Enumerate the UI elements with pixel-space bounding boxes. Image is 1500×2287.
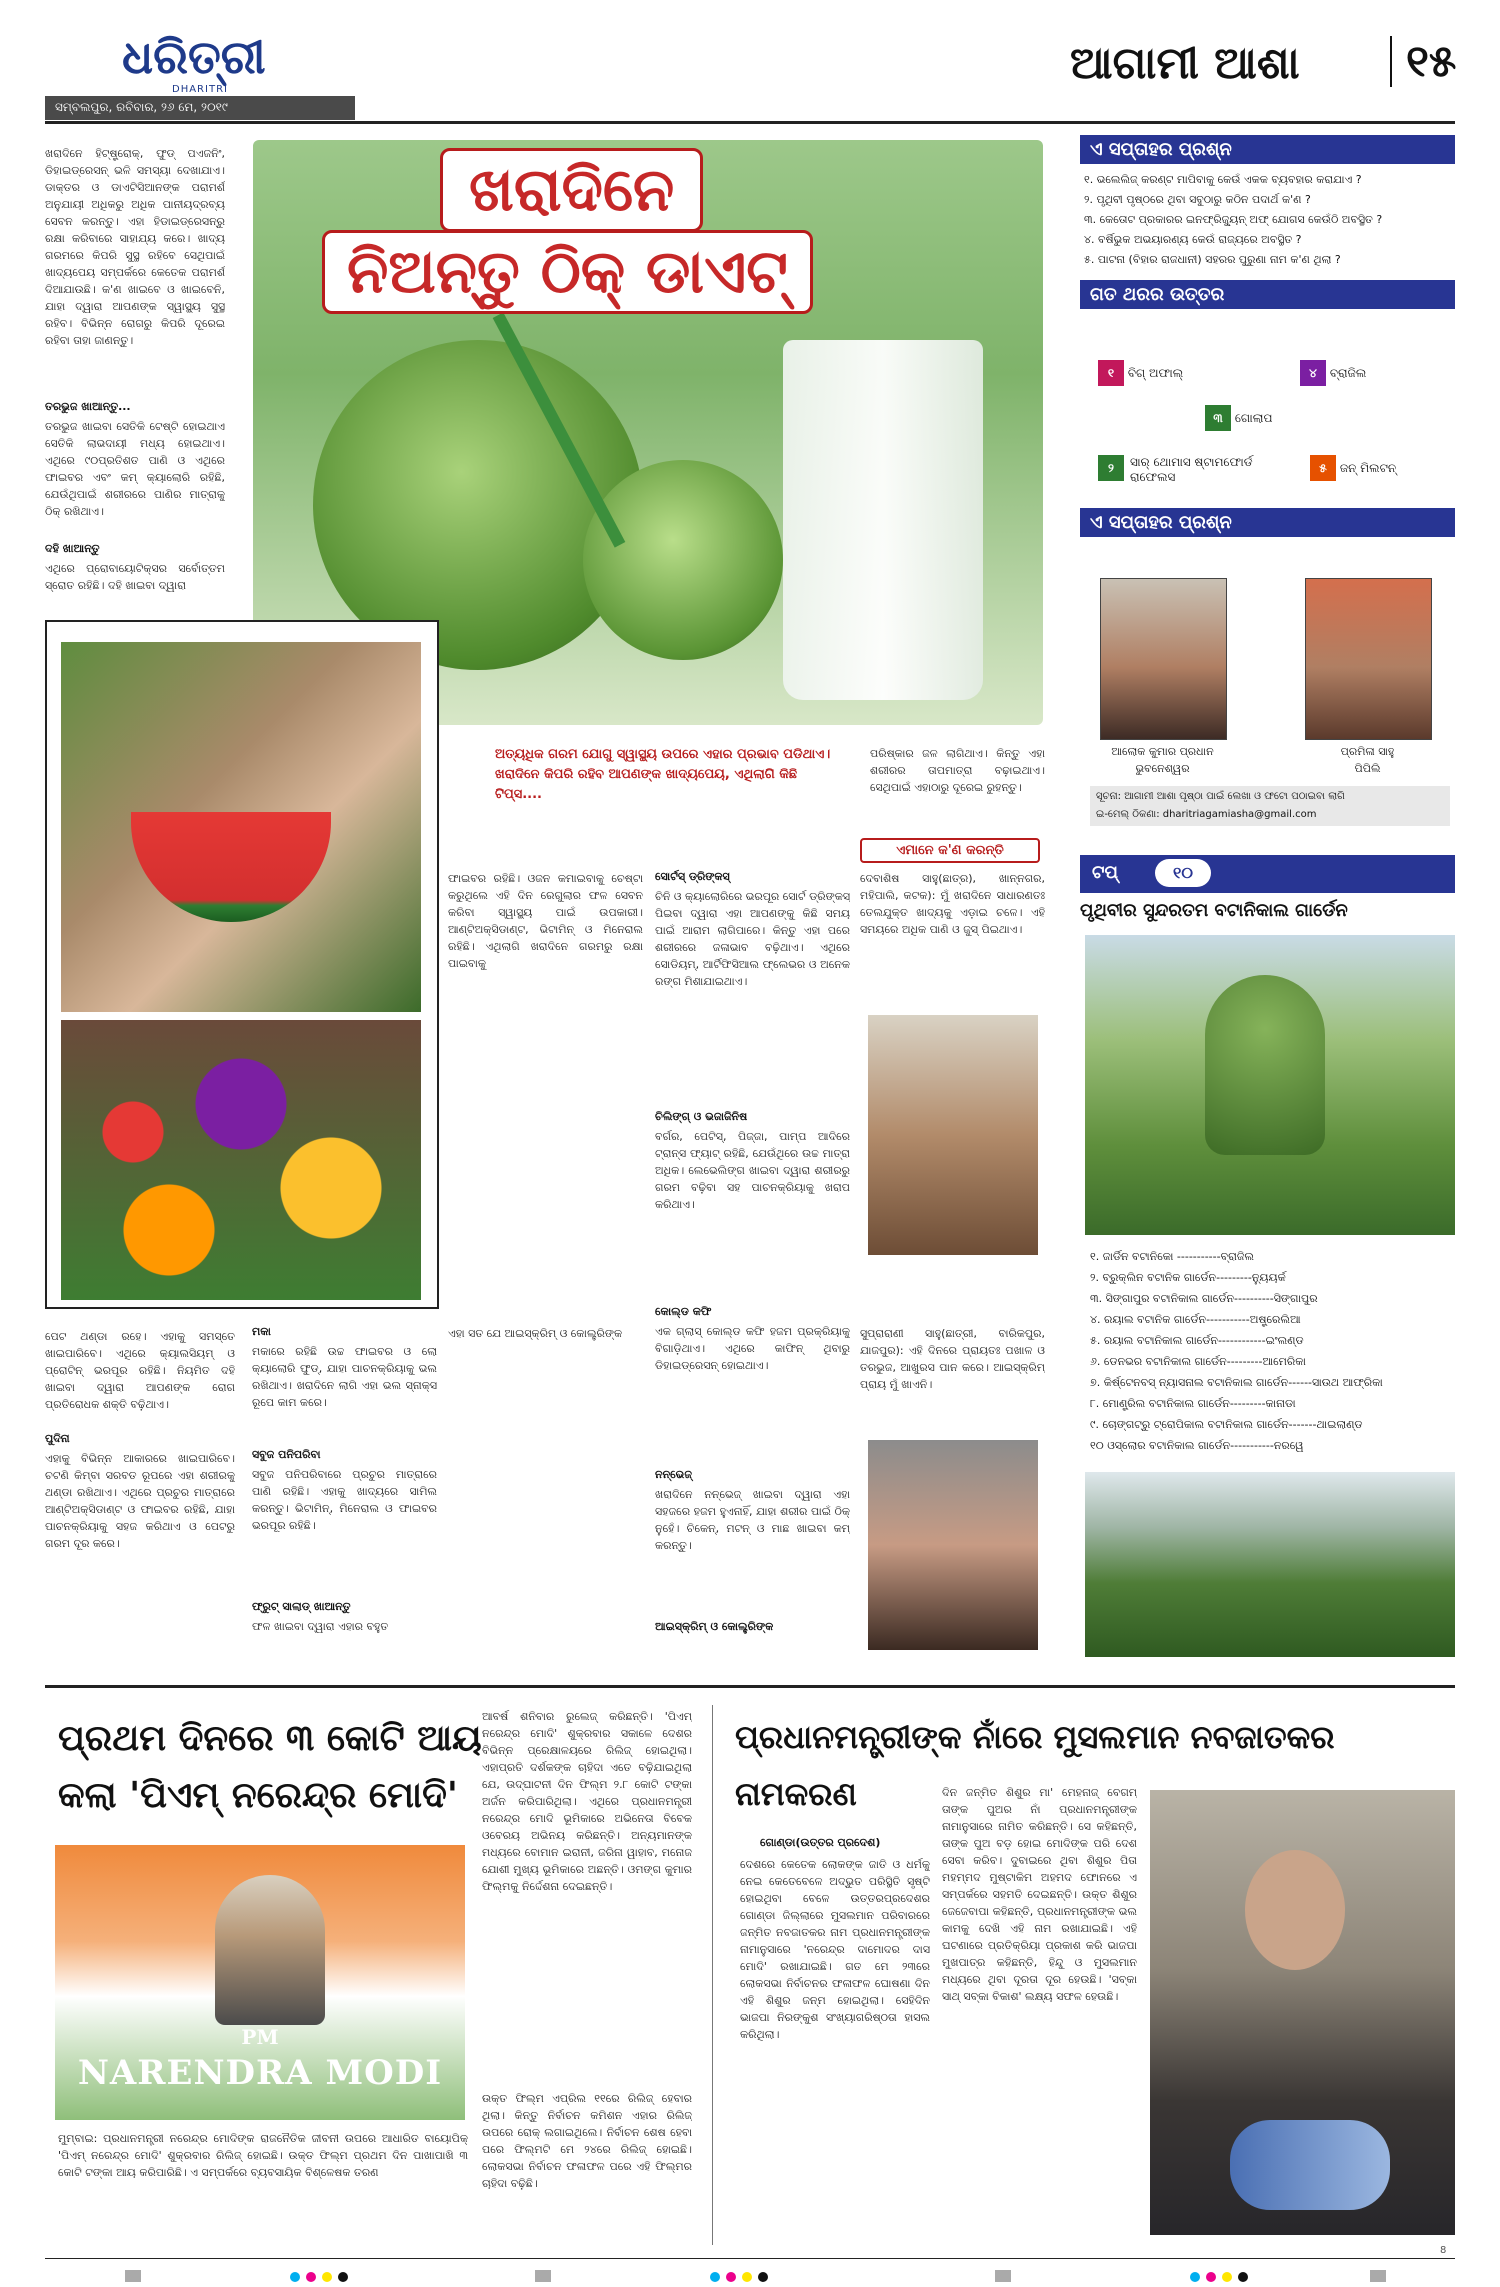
opinion-1-text: ଦେବାଶିଷ ସାହୁ(ଛାତ୍ର), ଖାନ୍‌ନଗର, ମହିପାଲି, କଟକ): ମୁଁ ଖରାଦିନେ ସାଧାରଣତଃ ତେଲଯୁକ୍ତ ଖାଦ୍ୟକୁ ଏଡ଼ାଇ ଚଳେ। ଏହି ସମୟରେ ଅଧିକ ପାଣି ଓ ଜୁସ୍ ପିଇଥାଏ। bbox=[860, 872, 1045, 936]
feature-headline-2: ନିଅନ୍ତୁ ଠିକ୍ ଡାଏଟ୍ bbox=[322, 230, 813, 314]
col2-text-b: ମକାରେ ରହିଛି ଉଚ୍ଚ ଫାଇବର ଓ ଲୋ କ୍ୟାଲୋରି ଫୁଡ୍, ଯାହା ପାଚନକ୍ରିୟାକୁ ଭଲ ରଖିଥାଏ। ଖରାଦିନେ ଲାଗି ଏହା ଭଲ ସ୍ନାକ୍ସ ରୂପେ କାମ କରେ। bbox=[252, 1345, 437, 1409]
reg-dot-yellow bbox=[742, 2272, 752, 2282]
opinion-1-photo bbox=[868, 1015, 1038, 1255]
bottom-rule bbox=[45, 1685, 1455, 1688]
section-title: ଆଗାମୀ ଆଶା bbox=[1070, 38, 1300, 89]
col2-text-d: ଫଳ ଖାଇବା ଦ୍ୱାରା ଏହାର ବହୁତ bbox=[252, 1620, 389, 1633]
col2-sub-3: ଫ୍ରୁଟ୍ ସାଲାଡ୍ ଖାଆନ୍ତୁ bbox=[252, 1600, 351, 1613]
feature-text-2: ଏଥିରେ ପ୍ରୋବାୟୋଟିକ୍ସର ସର୍ବୋତ୍ତମ ସ୍ରୋତ ରହିଛି। ଦହି ଖାଇବା ଦ୍ୱାରା bbox=[45, 562, 225, 592]
answer-text: ଜନ୍ ମିଲଟନ୍ bbox=[1339, 461, 1397, 475]
col1-text-b: ଏହାକୁ ବିଭିନ୍ନ ଆକାରରେ ଖାଇପାରିବେ। ଚଟଣି କିମ୍ବା ସରବତ ରୂପରେ ଏହା ଶରୀରକୁ ଥଣ୍ଡା ରଖିଥାଏ। ଏଥିରେ ପ୍ରଚୁର ମାତ୍ରାରେ ଆଣ୍ଟିଅକ୍ସିଡାଣ୍ଟ ଓ ଫାଇବର ରହିଛି, ଯାହା ପାଚନକ୍ରିୟାକୁ ସହଜ କରିଥାଏ ଓ ପେଟରୁ ଗରମ ଦୂର କରେ। bbox=[45, 1452, 235, 1550]
reg-dot-yellow bbox=[1222, 2272, 1232, 2282]
baby-shape bbox=[1230, 2120, 1390, 2210]
quiz-question: ୫. ପାଟନା (ବିହାର ରାଜଧାନୀ) ସହରର ପୁରୁଣା ନାମ କ'ଣ ଥିଲା ? bbox=[1084, 253, 1341, 266]
page-foot: 8 bbox=[1440, 2245, 1447, 2256]
coconut-shape-2 bbox=[583, 460, 783, 660]
winner-1-place: ଭୁବନେଶ୍ୱର bbox=[1135, 762, 1190, 775]
poster-figure-shape bbox=[215, 1875, 325, 2025]
quiz-questions bbox=[1080, 164, 1455, 276]
winner-2-photo bbox=[1305, 578, 1432, 740]
feature-blurb-right: ପରିଷ୍କାର ଜଳ ଲାଗିଥାଏ। କିନ୍ତୁ ଏହା ଶରୀରର ତାପମାତ୍ରା ବଢ଼ାଇଥାଏ। ସେଥିପାଇଁ ଏହାଠାରୁ ଦୂରେଇ ରୁହନ୍ତୁ। bbox=[870, 747, 1045, 794]
quiz-this-week-title: ଏ ସପ୍ତାହର ପ୍ରଶ୍ନ bbox=[1080, 135, 1455, 164]
quiz-question: ୩. କେତୋଟ ପ୍ରକାରର ଇନଫ୍ରିଜ୍ୟୁନ୍ ଅଫ୍ ଯୋଗସ କେଉଁଠି ଅବସ୍ଥିତ ? bbox=[1084, 213, 1383, 226]
tops-title: ପୃଥିବୀର ସୁନ୍ଦରତମ ବଟାନିକାଲ ଗାର୍ଡେନ bbox=[1080, 900, 1348, 921]
answer-number: ୪ bbox=[1300, 360, 1326, 386]
answer-text: ବ୍ରାଜିଲ bbox=[1329, 366, 1367, 380]
reg-dot-yellow bbox=[322, 2272, 332, 2282]
col1-text-a: ପେଟ ଥଣ୍ଡା ରହେ। ଏହାକୁ ସମସ୍ତେ ଖାଇପାରିବେ। ଏଥିରେ କ୍ୟାଲସିୟମ୍ ଓ ପ୍ରୋଟିନ୍ ଭରପୂର ରହିଛି। ନିୟମିତ ଦହି ଖାଇବା ଦ୍ୱାରା ଆପଣଙ୍କ ରୋଗ ପ୍ରତିରୋଧକ ଶକ୍ତି ବଢ଼ିଥାଏ। bbox=[45, 1330, 235, 1411]
tops-item: ୫. ରୟାଲ ବଟାନିକାଲ ଗାର୍ଡେନ------------ଇଂଲଣ୍ଡ bbox=[1090, 1334, 1304, 1347]
opinion-2-photo bbox=[868, 1440, 1038, 1650]
winner-2-place: ପିପିଲି bbox=[1354, 762, 1381, 775]
story1-col-b: ଉକ୍ତ ଫିଲ୍ମ ଏପ୍ରିଲ ୧୧ରେ ରିଲିଜ୍ ହେବାର ଥିଲା। କିନ୍ତୁ ନିର୍ବାଚନ କମିଶନ ଏହାର ରିଲିଜ୍ ଉପରେ ରୋକ୍ ଲଗାଇଥିଲେ। ନିର୍ବାଚନ ଶେଷ ହେବା ପରେ ଫିଲ୍ମଟି ମେ ୨୪ରେ ରିଲିଜ୍ ହୋଇଛି। ଲୋକସଭା ନିର୍ବାଚନ ଫଳାଫଳ ପରେ ଏହି ଫିଲ୍ମର ଚାହିଦା ବଢ଼ିଛି। bbox=[482, 2092, 692, 2190]
mother-baby-image bbox=[1150, 1790, 1455, 2235]
col3-text-b: ବର୍ଗର, ପେଟିସ୍, ପିଜ୍ଜା, ପାମ୍ପ ଆଦିରେ ଟ୍ରାନ୍ସ ଫ୍ୟାଟ୍ ରହିଛି, ଯେଉଁଥିରେ ଉଚ୍ଚ ମାତ୍ରା ଅଧିକ। ଲେଭେଲିଙ୍ଗ ଖାଇବା ଦ୍ୱାରା ଶରୀରରୁ ଗରମ ବଢ଼ିବା ସହ ପାଚନକ୍ରିୟାକୁ ଖରାପ କରିଥାଏ। bbox=[655, 1130, 850, 1211]
poster-pm: PM bbox=[241, 2025, 279, 2049]
feature-sub-2: ଦହି ଖାଆନ୍ତୁ bbox=[45, 542, 100, 555]
reg-mark bbox=[535, 2270, 551, 2282]
winner-1-photo bbox=[1100, 578, 1227, 740]
glass-shape bbox=[783, 340, 983, 700]
reg-dot-cyan bbox=[710, 2272, 720, 2282]
tops-item: ୭. କିର୍ଷ୍ଟେନବସ୍ ନ୍ୟାସନାଲ ବଟାନିକାଲ ଗାର୍ଡେନ------ସାଉଥ ଆଫ୍ରିକା bbox=[1090, 1376, 1383, 1389]
col3-text-d: ଖରାଦିନେ ନନ୍‌ଭେଜ୍ ଖାଇବା ଦ୍ୱାରା ଏହା ସହଜରେ ହଜମ ହୁଏନାହିଁ, ଯାହା ଶରୀର ପାଇଁ ଠିକ୍ ନୁହେଁ। ଚିକେନ୍, ମଟନ୍ ଓ ମାଛ ଖାଇବା କମ୍ କରନ୍ତୁ। bbox=[655, 1488, 850, 1552]
face-shape bbox=[1245, 1850, 1345, 1970]
col3-text-c: ଏକ ଗ୍ଲାସ୍ କୋଲ୍ଡ କଫି ହଜମ ପ୍ରକ୍ରିୟାକୁ ବିଗାଡ଼ିଥାଏ। ଏଥିରେ କାଫିନ୍ ଥିବାରୁ ଡିହାଇଡ୍ରେସନ୍ ହୋଇଥାଏ। bbox=[655, 1325, 850, 1372]
reg-dot-black bbox=[1238, 2272, 1248, 2282]
feature-intro: ଖରାଦିନେ ହିଟ୍‌ଷ୍ଟ୍ରୋକ୍, ଫୁଡ୍ ପଏଜନିଂ, ଡିହାଇଡ୍ରେସନ୍ ଭଳି ସମସ୍ୟା ଦେଖାଯାଏ। ଡାକ୍ତର ଓ ଡାଏଟିସିଆନଙ୍କ ପରାମର୍ଶ ଅନୁଯାୟୀ ଅଧିକରୁ ଅଧିକ ପାନୀୟଦ୍ରବ୍ୟ ସେବନ କରନ୍ତୁ। ଏହା ହିଡାଇଡ୍ରେସନ୍‌ରୁ ରକ୍ଷା କରିବାରେ ସାହାଯ୍ୟ କରେ। ଖାଦ୍ୟ ଗରମରେ କିପରି ସୁସ୍ଥ ରହିବେ ସେଥିପାଇଁ ଖାଦ୍ୟପେୟ ସମ୍ପର୍କରେ କେତେକ ପରାମର୍ଶ ଦିଆଯାଉଛି। କ'ଣ ଖାଇବେ ଓ ଖାଇବେନି, ଯାହା ଦ୍ୱାରା ଆପଣଙ୍କ ସ୍ୱାସ୍ଥ୍ୟ ସୁସ୍ଥ ରହିବ। ବିଭିନ୍ନ ରୋଗରୁ କିପରି ଦୂରେଇ ରହିବା ତାହା ଜାଣନ୍ତୁ। bbox=[45, 147, 225, 347]
story1-headline-2: କଲା 'ପିଏମ୍ ନରେନ୍ଦ୍ର ମୋଦି' bbox=[58, 1775, 458, 1816]
winner-2-name: ପ୍ରମିଳା ସାହୁ bbox=[1340, 745, 1395, 758]
tops-item: ୧. ଜାର୍ଡିନ ବଟାନିକୋ -----------ବ୍ରାଜିଲ bbox=[1090, 1250, 1254, 1263]
poster-name: NARENDRA MODI bbox=[77, 2053, 443, 2093]
quiz-question: ୪. ବର୍ଷିଭୁକ ଅଭୟାରଣ୍ୟ କେଉଁ ରାଜ୍ୟରେ ଅବସ୍ଥିତ ? bbox=[1084, 233, 1302, 246]
quiz-email: ଇ-ମେଲ୍ ଠିକଣା: dharitriagamiasha@gmail.com bbox=[1096, 809, 1317, 820]
answer-number: ୨ bbox=[1098, 455, 1124, 481]
reg-dot-magenta bbox=[726, 2272, 736, 2282]
feature-text-1: ତରଭୁଜ ଖାଇବା ସେତିକି ଟେଷ୍ଟି ହୋଇଥାଏ ସେତିକି ଲାଭଦାୟୀ ମଧ୍ୟ ହୋଇଥାଏ। ଏଥିରେ ୯୦ପ୍ରତିଶତ ପାଣି ଓ ଏଥିରେ ଫାଇବର ଏବଂ କମ୍ କ୍ୟାଲୋରି ରହିଛି, ଯେଉଁଥିପାଇଁ ଶରୀରରେ ପାଣିର ମାତ୍ରାକୁ ଠିକ୍ ରଖିଥାଏ। bbox=[45, 420, 225, 518]
answer-1 bbox=[1098, 360, 1183, 386]
winners-title: ଏ ସପ୍ତାହର ପ୍ରଶ୍ନ bbox=[1080, 508, 1455, 537]
story-divider bbox=[712, 1705, 713, 2245]
col3-sub-4: ନନ୍‌ଭେଜ୍ bbox=[655, 1468, 692, 1481]
col2-sub-2: ସବୁଜ ପନିପରିବା bbox=[252, 1448, 321, 1461]
col1-sub: ପୁଦିନା bbox=[45, 1432, 70, 1445]
tops-item: ୯. ଚୋଙ୍ଗଟ୍ରୁ ଟ୍ରୋପିକାଲ ବଟାନିକାଲ ଗାର୍ଡେନ-------ଥାଇଲାଣ୍ଡ bbox=[1090, 1418, 1363, 1431]
feature-headline-1: ଖରାଦିନେ bbox=[440, 148, 703, 232]
tops-item: ୮. ମୋଣ୍ଟ୍ରିଲ ବଟାନିକାଲ ଗାର୍ଡେନ---------କାନାଡା bbox=[1090, 1397, 1296, 1410]
logo-sub: DHARITRI bbox=[172, 84, 228, 95]
tops-item: ୬. ଡେନଭର ବଟାନିକାଲ ଗାର୍ଡେନ---------ଆମେରିକା bbox=[1090, 1355, 1306, 1368]
answer-number: ୫ bbox=[1310, 455, 1336, 481]
answer-3 bbox=[1205, 405, 1272, 431]
reg-mark bbox=[1370, 2270, 1386, 2282]
story2-col-b: ଦିନ ଜନ୍ମିତ ଶିଶୁର ମା' ମେହନାଜ୍ ବେଗମ୍ ତାଙ୍କ ପୁଅର ନାଁ ପ୍ରଧାନମନ୍ତ୍ରୀଙ୍କ ନାମାନୁସାରେ ନାମିତ କରିଛନ୍ତି। ସେ କହିଛନ୍ତି, ତାଙ୍କ ପୁଅ ବଡ଼ ହୋଇ ମୋଦିଙ୍କ ପରି ଦେଶ ସେବା କରିବ। ଦୁବାଇରେ ଥିବା ଶିଶୁର ପିତା ମହମ୍ମଦ ମୁଷ୍ଟାକିମ ଅହମଦ ଫୋନରେ ଏ ସମ୍ପର୍କରେ ସହମତି ଦେଇଛନ୍ତି। ଉକ୍ତ ଶିଶୁର ଜେଜେବାପା କହିଛନ୍ତି, ପ୍ରଧାନମନ୍ତ୍ରୀଙ୍କ ଭଲ କାମକୁ ଦେଖି ଏହି ନାମ ରଖାଯାଇଛି। ଏହି ଘଟଣାରେ ପ୍ରତିକ୍ରିୟା ପ୍ରକାଶ କରି ଭାଜପା ମୁଖପାତ୍ର କହିଛନ୍ତି, ହିନ୍ଦୁ ଓ ମୁସଲମାନ ମଧ୍ୟରେ ଥିବା ଦୂରତା ଦୂର ହେଉଛି। 'ସବ୍‌କା ସାଥ୍ ସବ୍‌କା ବିକାଶ' ଲକ୍ଷ୍ୟ ସଫଳ ହେଉଛି। bbox=[942, 1786, 1137, 2003]
answer-text: ଗୋଲାପ bbox=[1234, 411, 1273, 425]
reg-dot-black bbox=[338, 2272, 348, 2282]
quiz-note bbox=[1090, 786, 1450, 826]
reg-dot-magenta bbox=[1206, 2272, 1216, 2282]
tops-header bbox=[1080, 855, 1455, 893]
story2-headline-1: ପ୍ରଧାନମନ୍ତ୍ରୀଙ୍କ ନାଁରେ ମୁସଲମାନ ନବଜାତକର bbox=[735, 1718, 1335, 1756]
woman-watermelon-image bbox=[61, 642, 421, 1012]
quiz-question: ୧. ଭଲେଲିଜ୍ କରଣ୍ଟ ମାପିବାକୁ କେଉଁ ଏକକ ବ୍ୟବହାର କରାଯାଏ ? bbox=[1084, 173, 1362, 186]
reg-dot-cyan bbox=[290, 2272, 300, 2282]
tops-item: ୨. ବ୍ରୁକ୍‌ଲିନ ବଟାନିକ ଗାର୍ଡେନ---------ନ୍ୟୁୟର୍କ bbox=[1090, 1271, 1286, 1284]
answer-5 bbox=[1310, 455, 1396, 481]
watermelon-shape bbox=[131, 812, 331, 922]
reg-dot-cyan bbox=[1190, 2272, 1200, 2282]
reg-dot-black bbox=[758, 2272, 768, 2282]
quiz-note-line: ସୂଚନା: ଆଗାମୀ ଆଶା ପୃଷ୍ଠା ପାଇଁ ଲେଖା ଓ ଫଟୋ ପଠାଇବା ଲାଗି bbox=[1096, 791, 1345, 802]
tops-label: ଟପ୍ bbox=[1092, 862, 1118, 883]
col2-sub-1: ମକା bbox=[252, 1325, 271, 1338]
answer-number: ୧ bbox=[1098, 360, 1124, 386]
story1-headline-1: ପ୍ରଥମ ଦିନରେ ୩ କୋଟି ଆୟ bbox=[58, 1718, 482, 1759]
col2b-text: ଏହା ସତ ଯେ ଆଇସ୍‌କ୍ରିମ୍ ଓ କୋଲ୍ଡ୍ରିଙ୍କ bbox=[448, 1327, 623, 1340]
col2-text-c: ସବୁଜ ପନିପରିବାରେ ପ୍ରଚୁର ମାତ୍ରାରେ ପାଣି ରହିଛି। ଏହାକୁ ଖାଦ୍ୟରେ ସାମିଲ କରନ୍ତୁ। ଭିଟାମିନ୍, ମିନେରାଲ ଓ ଫାଇବର ଭରପୂର ରହିଛି। bbox=[252, 1468, 437, 1532]
col3-sub-3: କୋଲ୍ଡ କଫି bbox=[655, 1305, 712, 1318]
tops-item: ୪. ରୟାଲ ବଟାନିକ ଗାର୍ଡେନ-----------ଅଷ୍ଟ୍ରେଲିଆ bbox=[1090, 1313, 1301, 1326]
masthead-rule bbox=[45, 121, 1455, 124]
story2-dateline: ଗୋଣ୍ଡା(ଉତ୍ତର ପ୍ରଦେଶ) bbox=[760, 1836, 881, 1849]
reg-mark bbox=[125, 2270, 141, 2282]
tops-list bbox=[1090, 1250, 1455, 1460]
opinions-title: ଏମାନେ କ'ଣ କରନ୍ତି bbox=[860, 838, 1040, 863]
tops-item: ୩. ସିଙ୍ଗାପୁର ବଟାନିକାଲ ଗାର୍ଡେନ----------ସିଙ୍ଗାପୁର bbox=[1090, 1292, 1318, 1305]
answer-2 bbox=[1098, 455, 1298, 485]
quiz-question: ୨. ପୃଥିବୀ ପୃଷ୍ଠରେ ଥିବା ସବୁଠାରୁ କଠିନ ପଦାର୍ଥ କ'ଣ ? bbox=[1084, 193, 1311, 206]
answer-4 bbox=[1300, 360, 1366, 386]
col3-sub-5: ଆଇସ୍‌କ୍ରିମ୍ ଓ କୋଲ୍ଡ୍ରିଙ୍କ bbox=[655, 1620, 774, 1633]
garden-image-2 bbox=[1085, 1472, 1455, 1657]
reg-dot-magenta bbox=[306, 2272, 316, 2282]
opinion-2-text: ସୁପ୍ରାରାଣୀ ସାହୁ(ଛାତ୍ରୀ, ବାରିକପୁର, ଯାଜପୁର): ଏହି ଦିନରେ ପ୍ରାୟତଃ ପଖାଳ ଓ ତରଭୁଜ, ଆଖୁରସ ପାନ କରେ। ଆଇସ୍‌କ୍ରିମ୍ ପ୍ରାୟ ମୁଁ ଖାଏନି। bbox=[860, 1327, 1045, 1391]
answer-text: ସାର୍ ଥୋମାସ ଷ୍ଟାମଫୋର୍ଡ ରାଫେଲସ bbox=[1130, 455, 1253, 484]
story2-col-a: ଦେଶରେ କେତେକ ଲୋକଙ୍କ ଜାତି ଓ ଧର୍ମକୁ ନେଇ କେତେବେଳେ ଅଦ୍ଭୁତ ପରିସ୍ଥିତି ସୃଷ୍ଟି ହୋଇଥିବା ବେଳେ ଉତ୍ତରପ୍ରଦେଶର ଗୋଣ୍ଡା ଜିଲ୍ଲାରେ ମୁସଲମାନ ପରିବାରରେ ଜନ୍ମିତ ନବଜାତକର ନାମ ପ୍ରଧାନମନ୍ତ୍ରୀଙ୍କ ନାମାନୁସାରେ 'ନରେନ୍ଦ୍ର ଦାମୋଦର ଦାସ ମୋଦି' ରଖାଯାଇଛି। ଗତ ମେ ୨୩ରେ ଲୋକସଭା ନିର୍ବାଚନର ଫଳାଫଳ ଘୋଷଣା ଦିନ ଏହି ଶିଶୁର ଜନ୍ମ ହୋଇଥିଲା। ସେହିଦିନ ଭାଜପା ନିରଙ୍କୁଶ ସଂଖ୍ୟାଗରିଷ୍ଠତା ହାସଲ କରିଥିଲା। bbox=[740, 1858, 930, 2041]
vegetables-image bbox=[61, 1020, 421, 1300]
col3-text-a: ଚିନି ଓ କ୍ୟାଲୋରିରେ ଭରପୂର ସୋର୍ଟ ଡ୍ରିଙ୍କସ୍ ପିଇବା ଦ୍ୱାରା ଏହା ଆପଣଙ୍କୁ କିଛି ସମୟ ପାଇଁ ଆରାମ ଲାଗିପାରେ। କିନ୍ତୁ ଏହା ପରେ ଶରୀରରେ ଜଳାଭାବ ବଢ଼ିଥାଏ। ଏଥିରେ ସୋଡିୟମ୍, ଆର୍ଟିଫିସିଆଲ ଫ୍ଲେଭର ଓ ଅନେକ ରଙ୍ଗ ମିଶାଯାଇଥାଏ। bbox=[655, 890, 850, 988]
feature-sub-1: ତରଭୁଜ ଖାଆନ୍ତୁ... bbox=[45, 400, 131, 413]
feature-blurb: ଅତ୍ୟଧିକ ଗରମ ଯୋଗୁ ସ୍ୱାସ୍ଥ୍ୟ ଉପରେ ଏହାର ପ୍ରଭାବ ପଡିଥାଏ। ଖରାଦିନେ କିପରି ରହିବ ଆପଣଙ୍କ ଖାଦ୍ୟପେୟ, ଏଥିଲାଗି କିଛି ଟିପ୍ସ.... bbox=[495, 747, 831, 802]
answer-number: ୩ bbox=[1205, 405, 1231, 431]
garden-image-1 bbox=[1085, 935, 1455, 1235]
masthead bbox=[0, 0, 1500, 125]
story1-col-a: ଆବର୍ଷ ଶନିବାର ରୁଲେଜ୍ କରିଛନ୍ତି। 'ପିଏମ୍ ନରେନ୍ଦ୍ର ମୋଦି' ଶୁକ୍ରବାର ସକାଳେ ଦେଶର ବିଭିନ୍ନ ପ୍ରେକ୍ଷାଳୟରେ ରିଲିଜ୍ ହୋଇଥିଲା। ଏହାପ୍ରତି ଦର୍ଶକଙ୍କ ଚାହିଦା ଏତେ ବଢ଼ିଯାଇଥିଲା ଯେ, ଉଦ୍‌ଘାଟନୀ ଦିନ ଫିଲ୍ମ ୨.୮ କୋଟି ଟଙ୍କା ଅର୍ଜନ କରିପାରିଥିଲା। ଏଥିରେ ପ୍ରଧାନମନ୍ତ୍ରୀ ନରେନ୍ଦ୍ର ମୋଦି ଭୂମିକାରେ ଅଭିନେତା ବିବେକ ଓବେରୟ ଅଭିନୟ କରିଛନ୍ତି। ଅନ୍ୟମାନଙ୍କ ମଧ୍ୟରେ ବୋମାନ ଇରାନୀ, ଜରିନା ୱାହାବ, ମନୋଜ ଯୋଶୀ ମୁଖ୍ୟ ଭୂମିକାରେ ଅଛନ୍ତି। ଓମଙ୍ଗ କୁମାର ଫିଲ୍ମକୁ ନିର୍ଦ୍ଦେଶନା ଦେଇଛନ୍ତି। bbox=[482, 1710, 692, 1893]
quiz-panel bbox=[1080, 135, 1455, 309]
story1-lead: ମୁମ୍ବାଇ: ପ୍ରଧାନମନ୍ତ୍ରୀ ନରେନ୍ଦ୍ର ମୋଦିଙ୍କ ରାଜନୈତିକ ଜୀବନୀ ଉପରେ ଆଧାରିତ ବାୟୋପିକ୍ 'ପିଏମ୍ ନରେନ୍ଦ୍ର ମୋଦି' ଶୁକ୍ରବାର ରିଲିଜ୍ ହୋଇଛି। ଉକ୍ତ ଫିଲ୍ମ ପ୍ରଥମ ଦିନ ପାଖାପାଖି ୩ କୋଟି ଟଙ୍କା ଆୟ କରିପାରିଛି। ଏ ସମ୍ପର୍କରେ ବ୍ୟବସାୟିକ ବିଶ୍ଳେଷକ ତରଣ bbox=[58, 2132, 468, 2179]
col2-text-a: ଫାଇବର ରହିଛି। ଓଜନ କମାଇବାକୁ ଚେଷ୍ଟା କରୁଥିଲେ ଏହି ଦିନ ରେଗୁଲାର ଫଳ ସେବନ କରିବା ସ୍ୱାସ୍ଥ୍ୟ ପାଇଁ ଉପକାରୀ। ଆଣ୍ଟିଅକ୍ସିଡାଣ୍ଟ, ଭିଟାମିନ୍ ଓ ମିନେରାଲ ରହିଛି। ଏଥିଲାଗି ଖରାଦିନେ ଗରମରୁ ରକ୍ଷା ପାଇବାକୁ bbox=[448, 872, 643, 970]
answer-text: ବିଗ୍ ଅଫାଲ୍ bbox=[1127, 366, 1184, 380]
col3-sub-1: ସୋର୍ଟସ୍ ଡ୍ରିଙ୍କସ୍ bbox=[655, 870, 730, 883]
col3-sub-2: ଚିଲିଙ୍ଗ୍ ଓ ଭଜାଜିନିଷ bbox=[655, 1110, 748, 1123]
modi-poster-image bbox=[55, 1845, 465, 2120]
reg-mark bbox=[995, 2270, 1011, 2282]
food-image-frame bbox=[45, 620, 439, 1309]
logo: ଧରିତ୍ରୀ bbox=[122, 30, 266, 84]
tops-item: ୧୦ ଓସ୍ଲୋର ବଟାନିକାଲ ଗାର୍ଡେନ-----------ନରୱେ bbox=[1090, 1439, 1304, 1452]
page-number: ୧୫ bbox=[1390, 36, 1456, 87]
tops-count: ୧୦ bbox=[1155, 859, 1211, 887]
winner-1-name: ଆଲୋକ କୁମାର ପ୍ରଧାନ bbox=[1111, 745, 1214, 758]
print-marks bbox=[0, 2270, 1500, 2284]
footer-rule bbox=[45, 2258, 1455, 2259]
dateline: ସମ୍ବଲପୁର, ରବିବାର, ୨୬ ମେ, ୨୦୧୯ bbox=[55, 100, 228, 114]
story2-headline-2: ନାମକରଣ bbox=[735, 1775, 857, 1813]
garden-sculpture-shape bbox=[1205, 975, 1325, 1155]
quiz-last-title: ଗତ ଥରର ଉତ୍ତର bbox=[1080, 280, 1455, 309]
